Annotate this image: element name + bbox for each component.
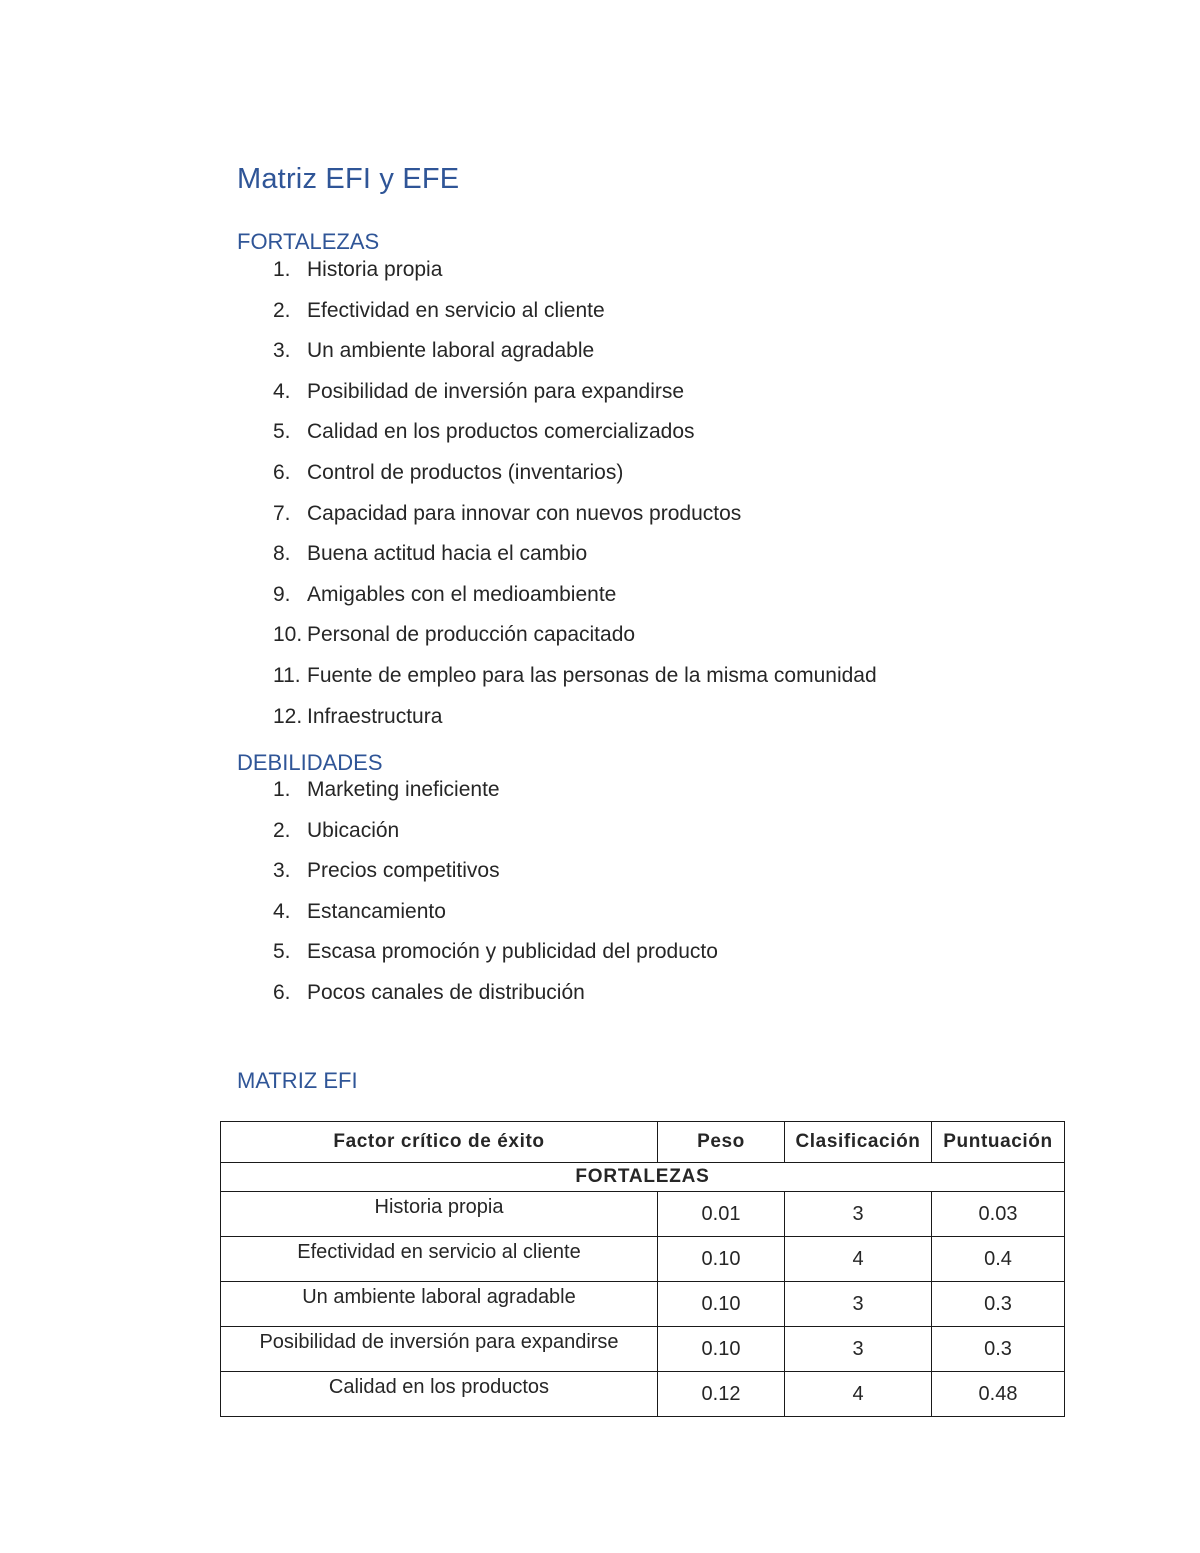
list-number-label: 8. [273, 542, 291, 566]
list-item-text: Ubicación [307, 818, 400, 842]
list-item-number [237, 542, 307, 566]
list-number-label: 1. [273, 258, 291, 281]
factor-cell: Calidad en los productos [221, 1372, 658, 1417]
list-item-text: Un ambiente laboral agradable [307, 339, 595, 363]
list-item-number [237, 339, 307, 363]
list-item [237, 981, 718, 1022]
page-title: Matriz EFI y EFE [237, 163, 460, 195]
list-item-number [237, 981, 307, 1005]
peso-cell: 0.10 [658, 1327, 785, 1372]
matriz-efi-table [220, 1121, 1065, 1417]
list-item-text: Estancamiento [307, 899, 446, 923]
table-row [221, 1372, 1065, 1417]
list-item-number [237, 420, 307, 444]
column-header-factor: Factor crítico de éxito [221, 1122, 658, 1163]
list-item [237, 583, 877, 624]
list-number-label: 1. [273, 778, 291, 801]
list-item-text: Posibilidad de inversión para expandirse [307, 379, 685, 403]
list-item-text: Amigables con el medioambiente [307, 582, 617, 606]
list-item-number [237, 940, 307, 964]
list-item-number [237, 705, 307, 729]
peso-cell: 0.12 [658, 1372, 785, 1417]
list-item [237, 542, 877, 583]
factor-cell: Posibilidad de inversión para expandirse [221, 1327, 658, 1372]
list-number-label: 9. [273, 582, 291, 606]
list-item-text: Efectividad en servicio al cliente [307, 298, 605, 322]
table-row [221, 1282, 1065, 1327]
table-header-row [221, 1122, 1065, 1163]
list-number-label: 6. [273, 980, 291, 1004]
list-item [237, 299, 877, 340]
list-number-label: 12. [273, 704, 303, 728]
debilidades-heading: DEBILIDADES [237, 750, 383, 775]
list-item-number [237, 819, 307, 843]
list-number-label: 3. [273, 859, 291, 883]
list-number-label: 10. [273, 623, 303, 647]
factor-cell: Historia propia [221, 1192, 658, 1237]
fortalezas-heading: FORTALEZAS [237, 229, 380, 254]
peso-cell: 0.10 [658, 1237, 785, 1282]
clasificacion-cell: 4 [785, 1372, 932, 1417]
column-header-peso: Peso [658, 1122, 785, 1163]
list-item [237, 461, 877, 502]
column-header-clasificacion: Clasificación [785, 1122, 932, 1163]
list-item-number [237, 900, 307, 924]
list-item-text: Capacidad para innovar con nuevos productos [307, 501, 742, 525]
list-item-text: Precios competitivos [307, 859, 500, 883]
list-item-number [237, 258, 307, 282]
list-item-number [237, 461, 307, 485]
list-item [237, 778, 718, 819]
clasificacion-cell: 3 [785, 1282, 932, 1327]
group-label: FORTALEZAS [221, 1163, 1065, 1192]
fortalezas-list [237, 258, 877, 745]
list-item-text: Buena actitud hacia el cambio [307, 542, 588, 566]
list-item [237, 819, 718, 860]
list-item [237, 623, 877, 664]
list-item-text: Control de productos (inventarios) [307, 460, 624, 484]
list-item [237, 380, 877, 421]
list-item-number [237, 583, 307, 607]
list-item-number [237, 502, 307, 526]
list-item [237, 502, 877, 543]
matriz-efi-heading: MATRIZ EFI [237, 1068, 358, 1093]
list-number-label: 2. [273, 298, 291, 322]
list-item-number [237, 299, 307, 323]
clasificacion-cell: 4 [785, 1237, 932, 1282]
list-number-label: 4. [273, 379, 291, 403]
clasificacion-cell: 3 [785, 1192, 932, 1237]
clasificacion-cell: 3 [785, 1327, 932, 1372]
list-item-text: Fuente de empleo para las personas de la misma comunidad [307, 663, 877, 687]
list-number-label: 4. [273, 899, 291, 923]
list-item [237, 705, 877, 746]
puntuacion-cell: 0.3 [932, 1327, 1065, 1372]
list-item [237, 900, 718, 941]
list-item [237, 339, 877, 380]
column-header-puntuacion: Puntuación [932, 1122, 1065, 1163]
list-number-label: 6. [273, 460, 291, 484]
list-item-number [237, 380, 307, 404]
factor-cell: Un ambiente laboral agradable [221, 1282, 658, 1327]
list-item [237, 420, 877, 461]
list-number-label: 7. [273, 501, 291, 525]
list-item [237, 940, 718, 981]
list-item-text: Pocos canales de distribución [307, 980, 585, 1004]
puntuacion-cell: 0.3 [932, 1282, 1065, 1327]
list-item [237, 859, 718, 900]
list-item-number [237, 778, 307, 802]
puntuacion-cell: 0.03 [932, 1192, 1065, 1237]
list-item-text: Historia propia [307, 258, 443, 281]
list-number-label: 11. [273, 663, 301, 687]
list-item-number [237, 859, 307, 883]
group-row-fortalezas [221, 1163, 1065, 1192]
list-number-label: 3. [273, 339, 291, 363]
list-item-text: Calidad en los productos comercializados [307, 420, 695, 444]
list-number-label: 5. [273, 420, 291, 444]
list-item-text: Escasa promoción y publicidad del producto [307, 940, 718, 964]
table-row [221, 1237, 1065, 1282]
list-number-label: 5. [273, 940, 291, 964]
puntuacion-cell: 0.48 [932, 1372, 1065, 1417]
table-row [221, 1327, 1065, 1372]
list-item-number [237, 623, 307, 647]
list-item [237, 258, 877, 299]
peso-cell: 0.10 [658, 1282, 785, 1327]
list-number-label: 2. [273, 818, 291, 842]
table-row [221, 1192, 1065, 1237]
list-item-text: Marketing ineficiente [307, 778, 500, 801]
list-item-text: Personal de producción capacitado [307, 623, 636, 647]
puntuacion-cell: 0.4 [932, 1237, 1065, 1282]
peso-cell: 0.01 [658, 1192, 785, 1237]
factor-cell: Efectividad en servicio al cliente [221, 1237, 658, 1282]
debilidades-list [237, 778, 718, 1022]
list-item [237, 664, 877, 705]
list-item-text: Infraestructura [307, 704, 443, 728]
list-item-number [237, 664, 307, 688]
